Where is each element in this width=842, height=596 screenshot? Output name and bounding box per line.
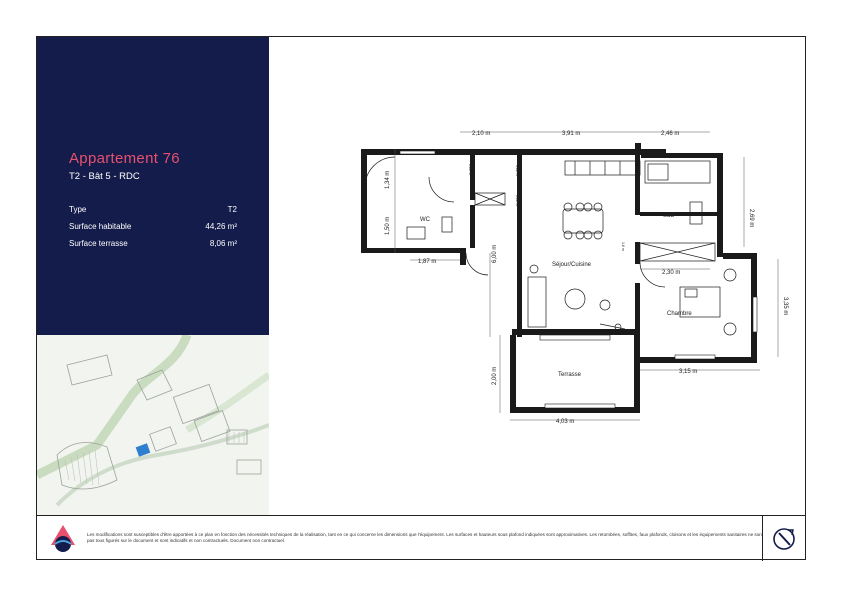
note-2: 1,88 m (515, 165, 519, 176)
dim-chambre-bottom: 3,15 m (679, 369, 698, 375)
dim-chambre-height: 3,35 m (782, 297, 788, 316)
floor-plan-drawing (270, 37, 806, 515)
dim-wc-lower: 1,50 m (385, 216, 391, 235)
room-label-wc: WC (420, 217, 430, 223)
dim-terrasse-width: 4,03 m (556, 419, 575, 425)
note-1: 0,81 m (468, 164, 472, 175)
dim-wc-width: 1,87 m (418, 259, 437, 265)
logo-icon (49, 524, 77, 554)
compass-icon (763, 516, 806, 561)
dim-top-3: 2,46 m (661, 131, 680, 137)
spec-row-surface-terrasse (69, 239, 237, 253)
note-4: 1,6 m (621, 242, 625, 251)
spec-value: 8,06 m² (209, 239, 237, 248)
dim-top-1: 2,10 m (472, 131, 491, 137)
spec-label: Type (69, 205, 87, 214)
compass-box (762, 516, 806, 561)
spec-value: 44,26 m² (205, 222, 237, 231)
footer-bar (37, 515, 805, 561)
dim-chambre-width: 2,30 m (662, 270, 681, 276)
dim-sdb-height: 2,69 m (748, 209, 754, 228)
dim-sejour-height: 6,00 m (492, 244, 498, 263)
room-label-sejour: Séjour/Cuisine (552, 262, 592, 268)
spec-row-surface-habitable (69, 222, 237, 236)
spec-row-type (69, 205, 237, 219)
floor-plan (270, 37, 806, 515)
apartment-subtitle: T2 - Bât 5 - RDC (69, 171, 140, 182)
site-map-drawing (37, 335, 269, 515)
disclaimer-text: Les modifications sont susceptibles d'être apportées à ce plan en fonction des nécessités techniques de la réalisation, tant en ce qui concerne les dimensions que l'équipement. Les surfaces et hauteurs sous plafond indiquées sont approximatives. Les retombées, soffites, faux plafonds, cloisons et les équipements sanitaires ne sont pas tous figurés sur le document et sont indicatifs et non contractuels. Document non contractuel. (87, 532, 764, 543)
room-label-chambre: Chambre (667, 311, 692, 317)
room-label-sdb: SdB (663, 213, 675, 219)
spec-label: Surface terrasse (69, 239, 128, 248)
dim-wc-height: 1,34 m (385, 170, 391, 189)
note-3: 0,81 m (515, 195, 519, 206)
dim-terrasse-height: 2,00 m (492, 366, 498, 385)
apartment-info-panel (37, 37, 269, 335)
spec-value: T2 (227, 205, 237, 214)
brochure-sheet (36, 36, 806, 560)
room-label-terrasse: Terrasse (558, 372, 582, 378)
apartment-title: Appartement 76 (69, 150, 180, 167)
dim-top-2: 3,91 m (562, 131, 581, 137)
spec-label: Surface habitable (69, 222, 132, 231)
site-location-map (37, 335, 269, 515)
